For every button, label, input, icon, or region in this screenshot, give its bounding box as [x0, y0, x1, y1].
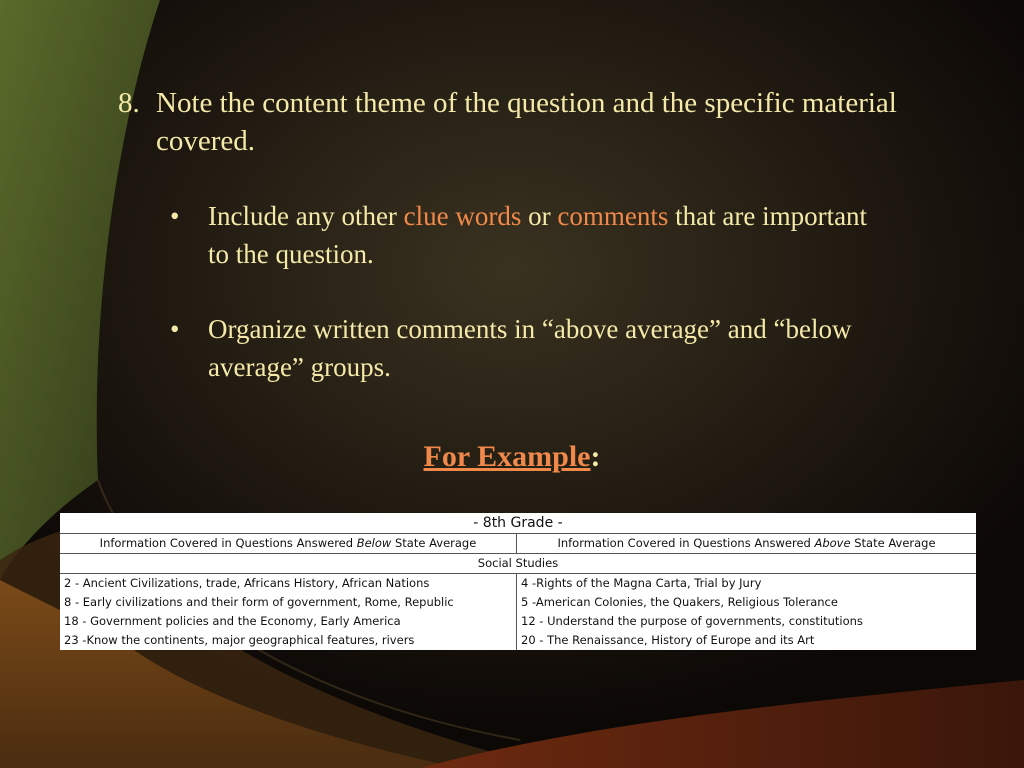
bullet-text-part: or [521, 201, 558, 231]
subject-label: Social Studies [60, 554, 976, 574]
table-subject-row [60, 554, 976, 574]
bullet-marker: • [170, 314, 180, 344]
example-label: For Example [423, 440, 591, 473]
cell-above: 4 -Rights of the Magna Carta, Trial by Jury [521, 576, 762, 590]
grade-comparison-table [60, 513, 976, 650]
highlight-clue-words: clue words [403, 201, 522, 231]
header-below-average [60, 534, 517, 554]
bullet-text: Organize written comments in “above average” and “below average” groups. [208, 314, 852, 382]
cell-below: 8 - Early civilizations and their form of government, Rome, Republic [60, 593, 517, 612]
bullet-marker: • [170, 201, 180, 231]
table-title: - 8th Grade - [60, 513, 976, 534]
table-row [60, 612, 976, 631]
table-row [60, 593, 976, 612]
main-point-number: 8. [118, 87, 140, 119]
bullet-text [208, 197, 870, 273]
header-text: Information Covered in Questions Answered [99, 536, 357, 550]
header-above-average [517, 534, 977, 554]
bullet-text-part: Include any other [208, 201, 404, 231]
bullet-text-part: that are important to the question. [208, 201, 868, 269]
header-text: Information Covered in Questions Answered [557, 536, 815, 550]
cell-above: 5 -American Colonies, the Quakers, Religious Tolerance [521, 595, 838, 609]
table-row [60, 631, 976, 650]
bullet-organize-comments [170, 310, 870, 386]
header-emphasis-below: Below [356, 536, 392, 550]
bullet-clue-words [170, 197, 870, 273]
example-colon: : [590, 440, 601, 473]
table-header-row [60, 534, 976, 554]
header-text: State Average [850, 536, 936, 550]
cell-below: 18 - Government policies and the Economy, Early America [60, 612, 517, 631]
cell-above: 12 - Understand the purpose of governments, constitutions [521, 614, 863, 628]
cell-above: 20 - The Renaissance, History of Europe and its Art [521, 633, 815, 647]
header-emphasis-above: Above [814, 536, 851, 550]
cell-below: 2 - Ancient Civilizations, trade, Africans History, African Nations [60, 574, 517, 594]
example-heading [0, 440, 1024, 474]
main-point [118, 84, 938, 160]
main-point-text: Note the content theme of the question and the specific material covered. [156, 87, 897, 157]
table-row [60, 574, 976, 594]
table-title-row [60, 513, 976, 534]
cell-below: 23 -Know the continents, major geographical features, rivers [60, 631, 517, 650]
header-text: State Average [391, 536, 477, 550]
highlight-comments: comments [557, 201, 669, 231]
